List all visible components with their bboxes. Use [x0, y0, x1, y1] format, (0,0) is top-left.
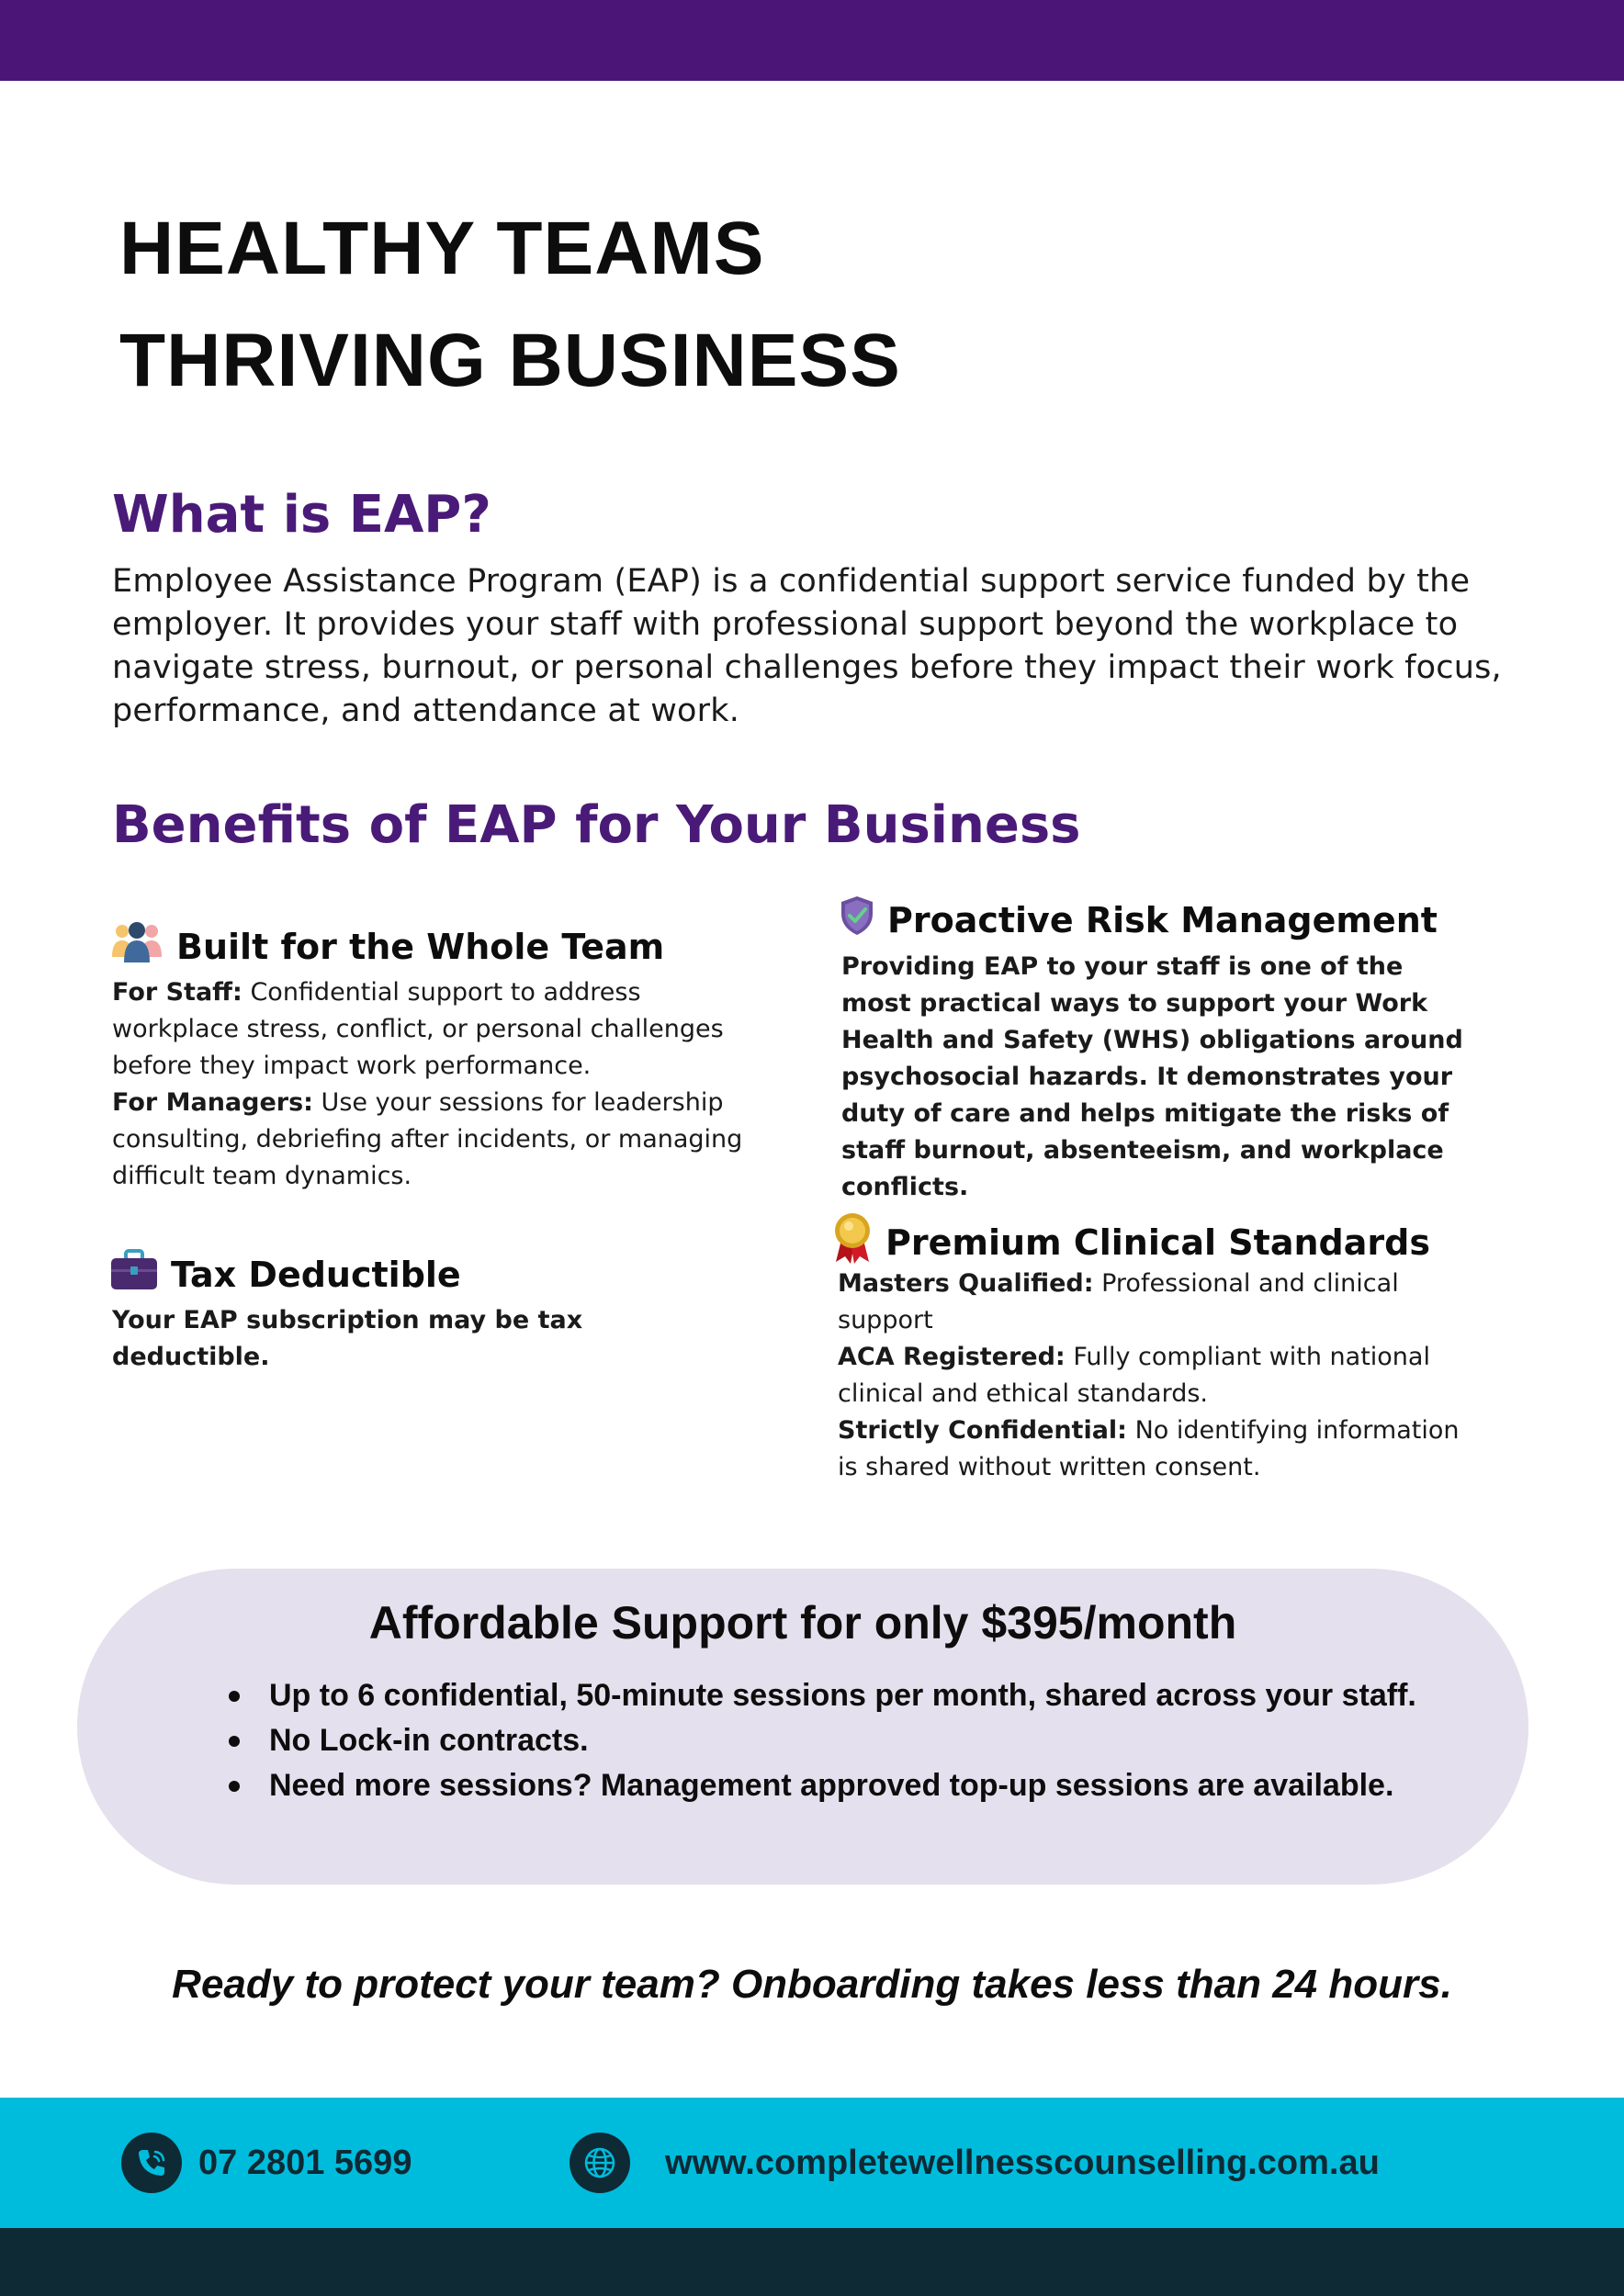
risk-body — [841, 949, 1466, 1206]
phone-icon — [121, 2133, 182, 2193]
what-is-eap-body: Employee Assistance Program (EAP) is a confidential support service funded by the employer. It provides your staff with professional support beyond the workplace to navigate stress, burnout, or personal challenges before they impact their work focus, performance, and attendance at work. — [112, 563, 1502, 729]
phone-contact[interactable] — [121, 2133, 412, 2193]
tax-title — [110, 1249, 461, 1300]
whole-team-body — [112, 974, 746, 1195]
website-url: www.completewellnesscounselling.com.au — [665, 2143, 1380, 2182]
footer-bar — [0, 2098, 1624, 2228]
confidential-label: Strictly Confidential: — [838, 1416, 1127, 1445]
what-is-eap-heading: What is EAP? — [112, 485, 491, 545]
benefits-heading: Benefits of EAP for Your Business — [112, 795, 1081, 855]
risk-title-text: Proactive Risk Management — [887, 899, 1438, 940]
team-icon — [110, 920, 164, 973]
masters-label: Masters Qualified: — [838, 1269, 1094, 1298]
pricing-panel — [77, 1569, 1528, 1885]
masters-text: Professional and clinical support — [838, 1269, 1399, 1334]
pricing-bullet: Up to 6 confidential, 50-minute sessions per month, shared across your staff. — [229, 1673, 1416, 1718]
cta-text: Ready to protect your team? Onboarding takes less than 24 hours. — [172, 1962, 1452, 2007]
pricing-bullet: Need more sessions? Management approved top-up sessions are available. — [229, 1763, 1416, 1808]
aca-label: ACA Registered: — [838, 1343, 1066, 1371]
hero-line-2: THRIVING BUSINESS — [119, 319, 901, 402]
briefcase-icon — [110, 1249, 158, 1300]
risk-text: Providing EAP to your staff is one of the most practical ways to support your Work Health and Safety (WHS) obligations around psychosocial hazards. It demonstrates your duty of care and helps mitigate the risks of staff burnout, absenteeism, and workplace conflicts. — [841, 952, 1463, 1201]
risk-title — [840, 895, 1438, 944]
header-bar — [0, 0, 1624, 81]
tax-text: Your EAP subscription may be tax deductible. — [112, 1306, 583, 1371]
whole-team-title-text: Built for the Whole Team — [176, 926, 665, 967]
for-managers-label: For Managers: — [112, 1088, 313, 1117]
aca-text: Fully compliant with national clinical and ethical standards. — [838, 1343, 1430, 1408]
hero-title — [119, 193, 901, 417]
hero-line-1: HEALTHY TEAMS — [119, 207, 765, 290]
whole-team-title — [110, 920, 664, 973]
for-staff-label: For Staff: — [112, 978, 242, 1007]
for-staff-text: Confidential support to address workplace stress, conflict, or personal challenges before they impact work performance. — [112, 978, 724, 1080]
website-link[interactable] — [570, 2133, 1380, 2193]
pricing-list — [229, 1673, 1416, 1808]
globe-icon — [570, 2133, 630, 2193]
clinical-title-text: Premium Clinical Standards — [885, 1221, 1430, 1263]
clinical-body — [838, 1266, 1462, 1486]
tax-body — [112, 1302, 746, 1376]
clinical-title — [832, 1212, 1430, 1272]
confidential-text: No identifying information is shared without written consent. — [838, 1416, 1460, 1481]
phone-number: 07 2801 5699 — [198, 2143, 412, 2182]
footer-bottom-bar — [0, 2228, 1624, 2296]
pricing-title: Affordable Support for only $395/month — [368, 1597, 1237, 1649]
pricing-bullet: No Lock-in contracts. — [229, 1718, 1416, 1763]
for-managers-text: Use your sessions for leadership consulting, debriefing after incidents, or managing difficult team dynamics. — [112, 1088, 743, 1190]
medal-icon — [832, 1212, 873, 1272]
shield-check-icon — [840, 895, 874, 944]
tax-title-text: Tax Deductible — [171, 1254, 461, 1295]
